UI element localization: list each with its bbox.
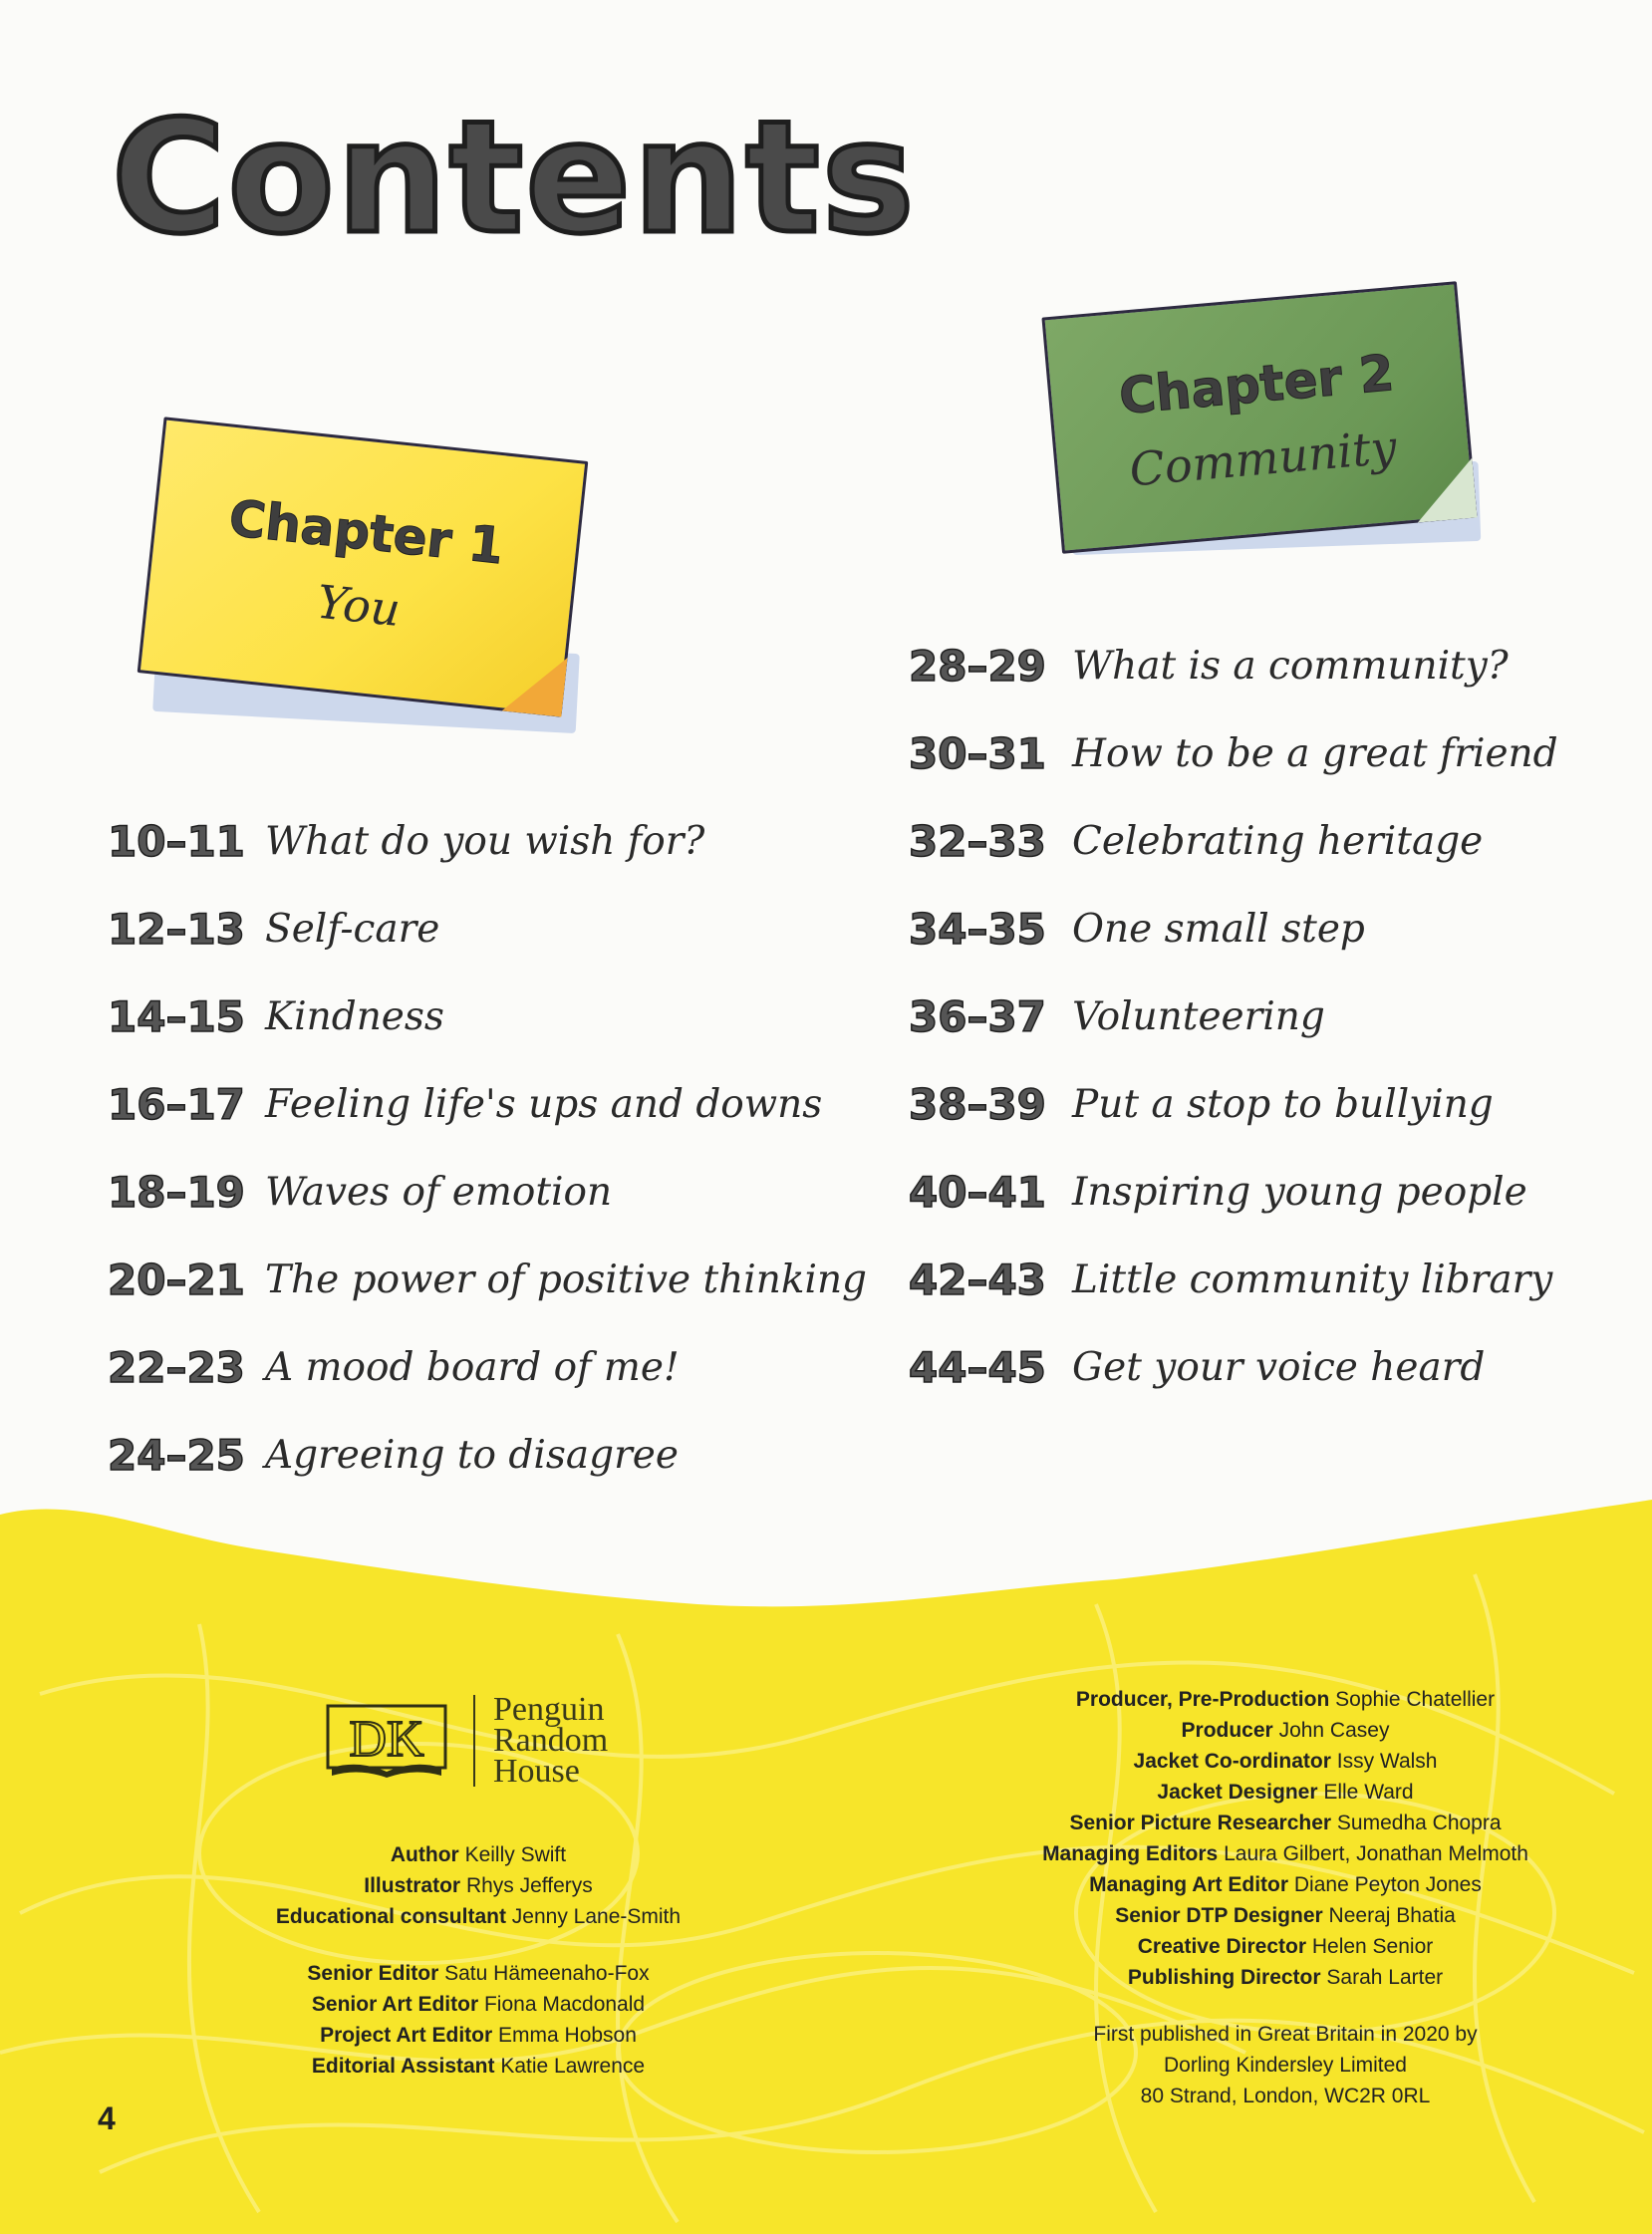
toc-entry[interactable] [909,1323,1558,1411]
topic-title: How to be a great friend [1072,730,1558,776]
credit-role: Project Art Editor [320,2024,493,2047]
topic-title: Volunteering [1072,993,1325,1039]
credit-name: Issy Walsh [1336,1750,1438,1773]
credit-role: Senior Editor [307,1962,439,1985]
credits-right [1006,1684,1564,2111]
toc-entry[interactable] [909,885,1558,973]
credit-name: Keilly Swift [464,1843,567,1866]
page-range: 34–35 [909,904,1046,954]
page-range: 38–39 [909,1079,1046,1129]
page-range: 28–29 [909,641,1046,691]
dk-logo-icon [324,1702,449,1780]
page-range: 22–23 [108,1342,245,1392]
page-range: 40–41 [909,1167,1046,1217]
chapter-2-contents [909,622,1558,1411]
credit-line [1006,1869,1564,1900]
page-range: 44–45 [909,1342,1046,1392]
credit-name: Jenny Lane-Smith [511,1905,682,1928]
imprint-line: 80 Strand, London, WC2R 0RL [1140,2085,1431,2107]
topic-title: Little community library [1072,1257,1553,1302]
chapter-1-name: You [314,574,404,638]
chapter-1-label: Chapter 1 [226,488,507,576]
toc-entry[interactable] [909,1236,1558,1323]
credit-line [239,1870,717,1901]
page-range: 12–13 [108,904,245,954]
toc-entry[interactable] [909,1060,1558,1148]
topic-title: Get your voice heard [1072,1344,1486,1390]
dk-logo-letters: DK [349,1710,424,1768]
credit-name: Fiona Macdonald [483,1993,646,2016]
toc-entry[interactable] [108,1060,867,1148]
credit-line [239,1901,717,1932]
imprint-line: Dorling Kindersley Limited [1164,2054,1407,2077]
credit-role: Managing Editors [1042,1842,1219,1865]
credit-role: Creative Director [1137,1935,1306,1958]
credit-line [1006,1962,1564,1993]
page-range: 36–37 [909,991,1046,1041]
page-range: 14–15 [108,991,245,1041]
credit-role: Producer, Pre-Production [1075,1688,1330,1711]
credit-name: Neeraj Bhatia [1328,1904,1456,1927]
credit-name: Sophie Chatellier [1335,1688,1496,1711]
credit-role: Author [390,1843,459,1866]
credit-line [1006,1838,1564,1869]
credit-line [1006,1715,1564,1746]
credit-line [1006,1808,1564,1838]
imprint-line: First published in Great Britain in 2020 by [1093,2023,1478,2046]
credit-name: Katie Lawrence [500,2055,646,2078]
prh-wordmark [493,1691,609,1790]
credit-name: Sarah Larter [1326,1966,1444,1989]
credit-line [239,2051,717,2082]
toc-entry[interactable] [108,1323,867,1411]
topic-title: Put a stop to bullying [1072,1081,1494,1127]
credit-role: Publishing Director [1127,1966,1321,1989]
credit-role: Senior DTP Designer [1115,1904,1323,1927]
publisher-logo [324,1691,609,1790]
topic-title: Feeling life's ups and downs [265,1081,823,1127]
credit-name: John Casey [1278,1719,1390,1742]
credit-line [1006,1777,1564,1808]
topic-title: The power of positive thinking [265,1257,868,1302]
credit-name: Satu Hämeenaho-Fox [444,1962,650,1985]
credit-role: Producer [1181,1719,1273,1742]
page-range: 16–17 [108,1079,245,1129]
page-curl-icon [502,652,568,717]
toc-entry[interactable] [108,1148,867,1236]
credit-role: Jacket Co-ordinator [1133,1750,1331,1773]
prh-line: House [493,1753,580,1790]
topic-title: One small step [1072,906,1365,952]
toc-entry[interactable] [909,709,1558,797]
credit-line [239,1958,717,1989]
credit-role: Senior Picture Researcher [1069,1812,1332,1834]
page-range: 32–33 [909,816,1046,866]
credit-role: Educational consultant [275,1905,506,1928]
toc-entry[interactable] [909,973,1558,1060]
topic-title: Kindness [265,993,444,1039]
credit-line [1006,1931,1564,1962]
prh-line: Random [493,1722,609,1759]
page-range: 10–11 [108,816,245,866]
credit-role: Editorial Assistant [311,2055,495,2078]
page-range: 42–43 [909,1255,1046,1304]
credits-left [239,1839,717,2082]
toc-entry[interactable] [909,797,1558,885]
credit-line [1006,1684,1564,1715]
chapter-2-label: Chapter 2 [1116,344,1397,426]
credit-role: Senior Art Editor [311,1993,479,2016]
credit-name: Emma Hobson [498,2024,637,2047]
toc-entry[interactable] [909,1148,1558,1236]
page-range: 18–19 [108,1167,245,1217]
topic-title: Inspiring young people [1072,1169,1527,1215]
credit-line [239,1989,717,2020]
credit-name: Elle Ward [1323,1781,1414,1804]
credit-role: Illustrator [364,1874,461,1897]
toc-entry[interactable] [108,1411,867,1499]
topic-title: Agreeing to disagree [265,1432,679,1478]
chapter-2-name: Community [1127,419,1399,497]
credit-role: Managing Art Editor [1089,1873,1289,1896]
credit-name: Diane Peyton Jones [1293,1873,1482,1896]
credit-name: Helen Senior [1311,1935,1434,1958]
credit-name: Sumedha Chopra [1336,1812,1502,1834]
toc-entry[interactable] [909,622,1558,709]
toc-entry[interactable] [108,1236,867,1323]
credit-name: Laura Gilbert, Jonathan Melmoth [1224,1842,1528,1865]
credit-role: Jacket Designer [1157,1781,1318,1804]
credit-line [1006,1746,1564,1777]
credit-name: Rhys Jefferys [465,1874,593,1897]
topic-title: Celebrating heritage [1072,818,1484,864]
chapter-1-note [138,417,589,716]
credit-line [1006,1900,1564,1931]
page-range: 30–31 [909,728,1046,778]
toc-entry[interactable] [108,885,867,973]
toc-entry[interactable] [108,973,867,1060]
topic-title: Self-care [265,906,440,952]
page-number: 4 [98,2100,116,2136]
page-range: 24–25 [108,1430,245,1480]
chapter-1-contents [108,797,867,1499]
topic-title: What is a community? [1072,643,1509,689]
prh-line: Penguin [493,1691,605,1728]
page-range: 20–21 [108,1255,245,1304]
chapter-2-note [1041,281,1477,554]
credit-line [239,1839,717,1870]
topic-title: Waves of emotion [265,1169,613,1215]
page-title: Contents [112,87,917,268]
logo-divider [473,1695,475,1787]
toc-entry[interactable] [108,797,867,885]
credit-line [239,2020,717,2051]
topic-title: A mood board of me! [265,1344,680,1390]
topic-title: What do you wish for? [265,818,705,864]
